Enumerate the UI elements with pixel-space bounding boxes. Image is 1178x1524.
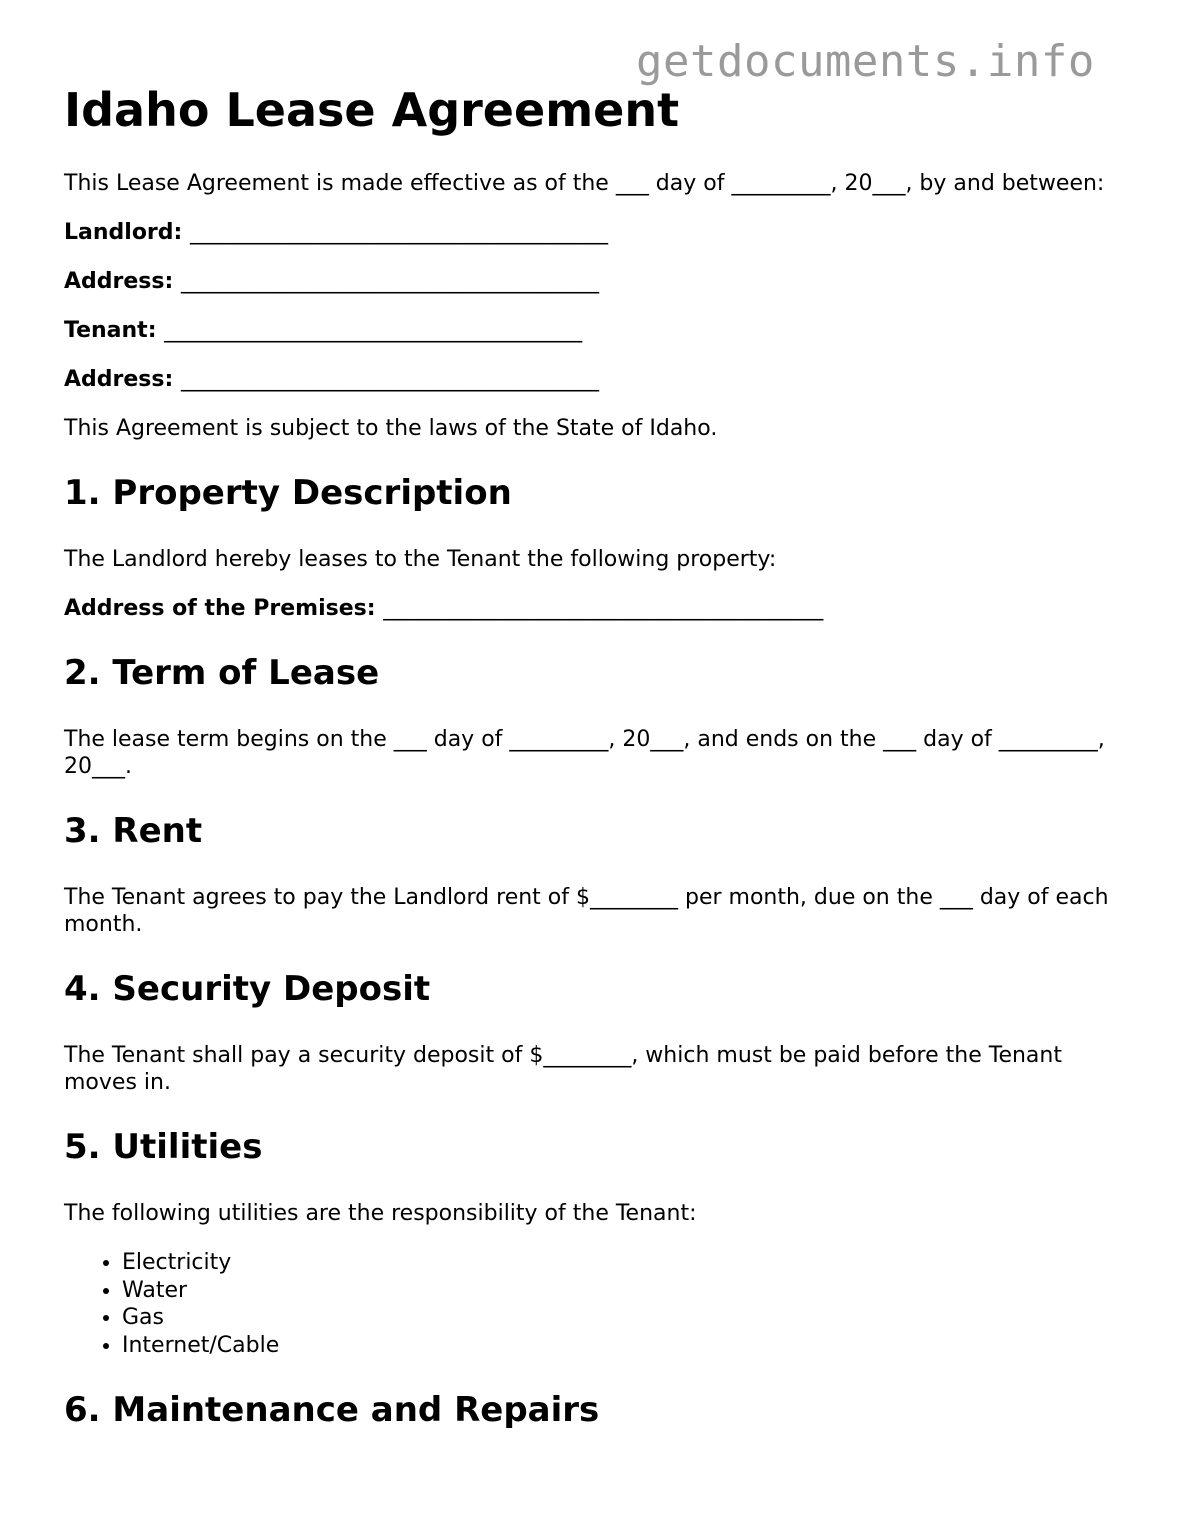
list-item: • Water bbox=[122, 1277, 1124, 1305]
utilities-list bbox=[64, 1249, 1124, 1359]
section-property-heading: 1. Property Description bbox=[64, 473, 512, 513]
premises-field bbox=[64, 595, 1124, 622]
section-rent-text: The Tenant agrees to pay the Landlord rent of $________ per month, due on the ___ day of each month. bbox=[64, 885, 1109, 937]
section-deposit-heading: 4. Security Deposit bbox=[64, 969, 431, 1009]
landlord-label: Landlord: bbox=[64, 220, 183, 245]
premises-label: Address of the Premises: bbox=[64, 596, 376, 621]
tenant-blank: ______________________________________ bbox=[164, 318, 583, 343]
watermark: getdocuments.info bbox=[636, 36, 1095, 87]
section-maintenance-heading: 6. Maintenance and Repairs bbox=[64, 1390, 600, 1430]
tenant-label: Tenant: bbox=[64, 318, 157, 343]
section-utilities-text: The following utilities are the responsibility of the Tenant: bbox=[64, 1201, 697, 1226]
tenant-address-blank: ______________________________________ bbox=[180, 367, 599, 392]
section-property-text: The Landlord hereby leases to the Tenant the following property: bbox=[64, 547, 777, 572]
landlord-blank: ______________________________________ bbox=[190, 220, 608, 245]
landlord-field bbox=[64, 219, 1124, 246]
tenant-address-field bbox=[64, 366, 1124, 393]
section-term-heading: 2. Term of Lease bbox=[64, 653, 380, 693]
tenant-address-label: Address: bbox=[64, 367, 174, 392]
section-rent-heading: 3. Rent bbox=[64, 811, 203, 851]
premises-blank: ________________________________________ bbox=[383, 596, 824, 621]
document-page bbox=[64, 82, 1124, 1431]
intro-paragraph: This Lease Agreement is made effective as of the ___ day of _________, 20___, by and between: bbox=[64, 171, 1105, 196]
landlord-address-field bbox=[64, 268, 1124, 295]
section-utilities-heading: 5. Utilities bbox=[64, 1127, 263, 1167]
governing-law-paragraph: This Agreement is subject to the laws of the State of Idaho. bbox=[64, 416, 718, 441]
list-item: • Internet/Cable bbox=[122, 1332, 1124, 1360]
landlord-address-label: Address: bbox=[64, 269, 174, 294]
landlord-address-blank: ______________________________________ bbox=[180, 269, 599, 294]
section-term-text: The lease term begins on the ___ day of _________, 20___, and ends on the ___ day of _________, 20___. bbox=[64, 727, 1105, 779]
list-item: • Electricity bbox=[122, 1249, 1124, 1277]
list-item: • Gas bbox=[122, 1304, 1124, 1332]
tenant-field bbox=[64, 317, 1124, 344]
section-deposit-text: The Tenant shall pay a security deposit of $________, which must be paid before the Tenant moves in. bbox=[64, 1043, 1062, 1095]
document-title: Idaho Lease Agreement bbox=[64, 83, 680, 137]
